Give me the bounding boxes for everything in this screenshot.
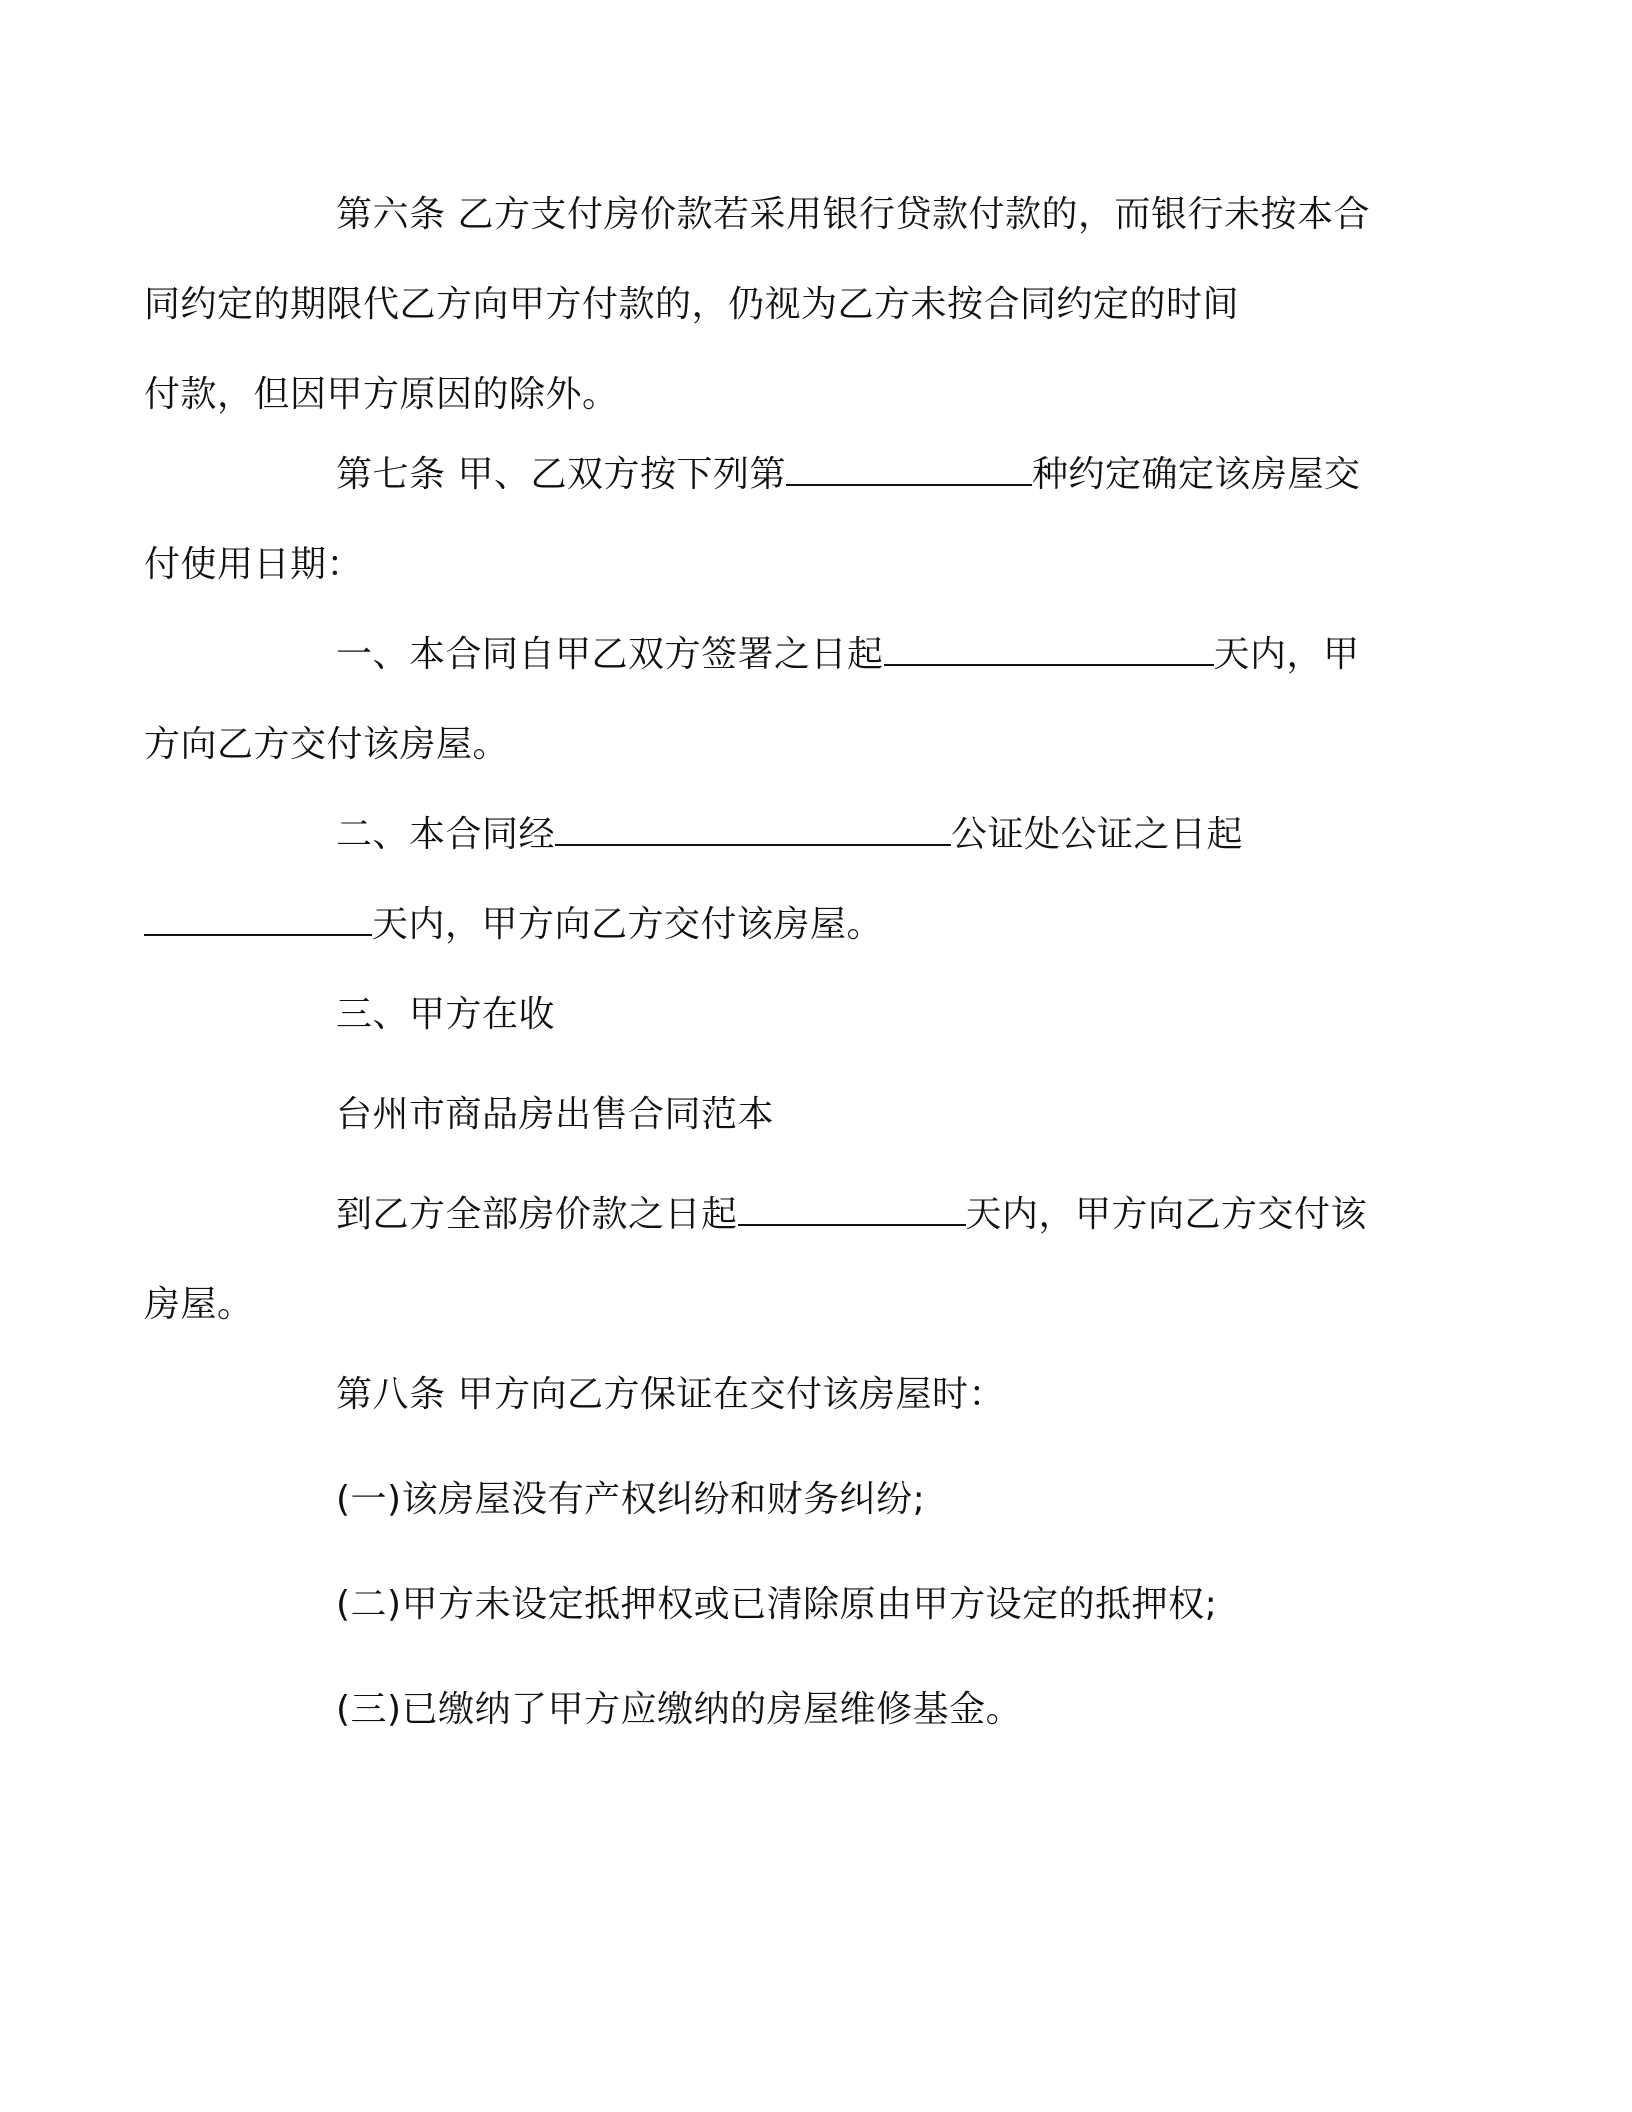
- item-2-text-a: 二、本合同经: [336, 814, 556, 855]
- item-3-line-1: 三、甲方在收: [336, 994, 556, 1035]
- item-1-paragraph: [144, 610, 1400, 790]
- inserted-title: [240, 1070, 1400, 1160]
- guarantee-2-paragraph: [240, 1560, 1400, 1650]
- item-2-days-blank: [144, 900, 372, 936]
- item-2-line-2: [144, 880, 1400, 970]
- item-1-line-2: 方向乙方交付该房屋。: [144, 724, 510, 765]
- item-3-cont-line-1: [240, 1170, 1400, 1260]
- item-3-cont-text-a: 到乙方全部房价款之日起: [336, 1194, 738, 1235]
- item-1-text-a: 一、本合同自甲乙双方签署之日起: [336, 634, 884, 675]
- article-7-text-b: 种约定确定该房屋交: [1031, 454, 1361, 495]
- item-2-text-b: 公证处公证之日起: [951, 814, 1244, 855]
- item-1-text-b: 天内，甲: [1213, 634, 1360, 675]
- article-7-blank: [786, 450, 1032, 486]
- guarantee-1-text: (一)该房屋没有产权纠纷和财务纠纷;: [336, 1479, 926, 1520]
- item-1-days-blank: [884, 630, 1214, 666]
- item-3-cont-line-2: 房屋。: [144, 1284, 254, 1325]
- inserted-title-text: 台州市商品房出售合同范本: [336, 1094, 775, 1135]
- item-2-notary-blank: [555, 810, 951, 846]
- article-6-paragraph: [144, 170, 1400, 440]
- item-3-cont-text-b: 天内，甲方向乙方交付该: [965, 1194, 1368, 1235]
- article-6-line-1: 第六条 乙方支付房价款若采用银行贷款付款的，而银行未按本合: [336, 194, 1370, 235]
- guarantee-1-paragraph: [240, 1455, 1400, 1545]
- item-1-line-1: [240, 610, 1400, 700]
- article-7-paragraph: [144, 430, 1400, 610]
- item-2-line-1: [240, 790, 1400, 880]
- guarantee-3-paragraph: [240, 1665, 1400, 1755]
- article-7-text-a: 第七条 甲、乙双方按下列第: [336, 454, 786, 495]
- article-8-line-1: 第八条 甲方向乙方保证在交付该房屋时：: [336, 1374, 1005, 1415]
- guarantee-3-text: (三)已缴纳了甲方应缴纳的房屋维修基金。: [336, 1689, 1023, 1730]
- article-7-line-2: 付使用日期：: [144, 544, 364, 585]
- article-6-line-3: 付款，但因甲方原因的除外。: [144, 374, 619, 415]
- item-3-paragraph: [240, 970, 1400, 1060]
- article-6-line-2: 同约定的期限代乙方向甲方付款的，仍视为乙方未按合同约定的时间: [144, 284, 1240, 325]
- article-7-line-1: [240, 430, 1400, 520]
- item-3-continuation-paragraph: [144, 1170, 1400, 1350]
- item-2-paragraph: [240, 790, 1400, 970]
- item-2-text-c: 天内，甲方向乙方交付该房屋。: [372, 904, 884, 945]
- article-8-paragraph: [240, 1350, 1400, 1440]
- guarantee-2-text: (二)甲方未设定抵押权或已清除原由甲方设定的抵押权;: [336, 1584, 1218, 1625]
- item-3-days-blank: [738, 1190, 966, 1226]
